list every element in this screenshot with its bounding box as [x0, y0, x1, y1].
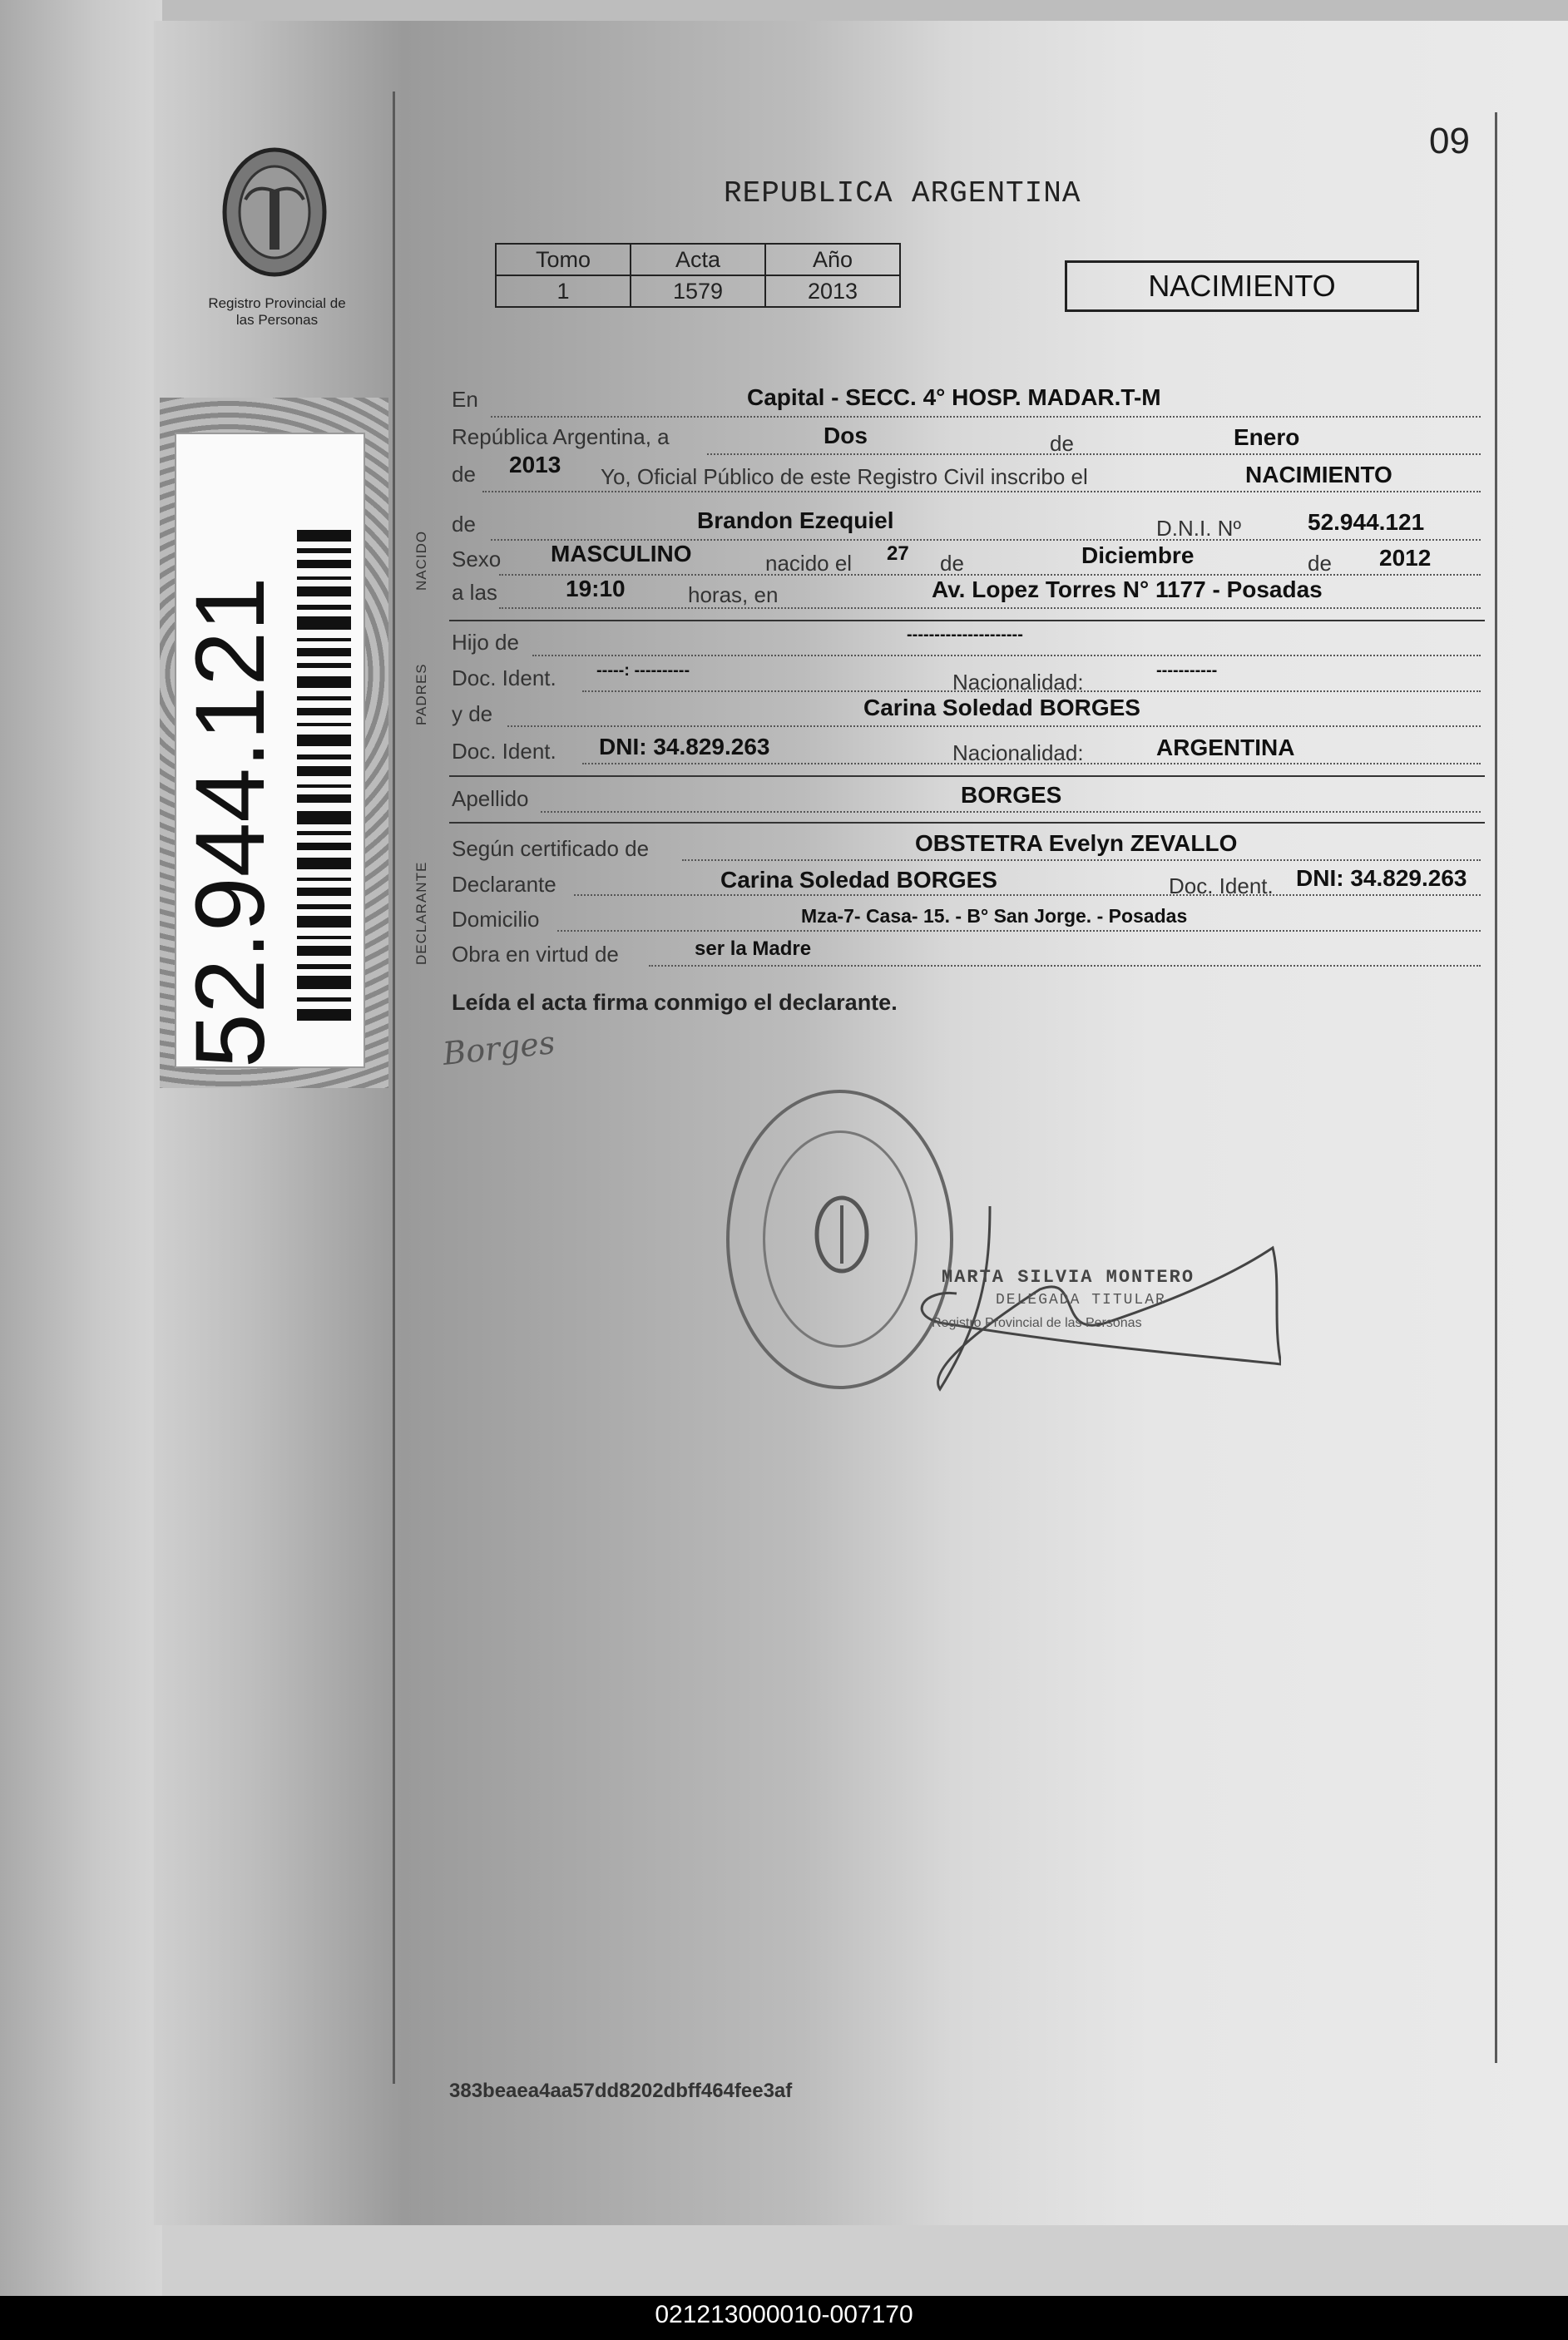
line-republica: [707, 453, 1481, 455]
value-nac-dia: 27: [887, 542, 909, 565]
declarant-signature: Borges: [441, 1024, 557, 1072]
value-nac2: ARGENTINA: [1156, 735, 1295, 760]
value-tipo: NACIMIENTO: [1245, 462, 1392, 487]
barcode-icon: [297, 530, 351, 1029]
barcode-card: [175, 433, 365, 1068]
country-title: REPUBLICA ARGENTINA: [724, 176, 1081, 210]
value-obra: ser la Madre: [695, 937, 812, 960]
value-dni: 52.944.121: [1308, 509, 1425, 535]
page-top-edge: [162, 0, 1568, 23]
value-doc2: DNI: 34.829.263: [599, 734, 770, 759]
label-oficial: Yo, Oficial Público de este Registro Civil inscribo el: [601, 464, 1088, 489]
line-domicilio: [557, 930, 1481, 932]
section-label-declarante: DECLARANTE: [413, 861, 429, 965]
footer-code: 021213000010-007170: [655, 2301, 913, 2328]
value-anio: 2013: [509, 452, 561, 477]
value-sexo: MASCULINO: [551, 541, 692, 566]
label-nacido-el: nacido el: [765, 551, 853, 576]
line-hora: [499, 607, 1481, 609]
table-value-acta: 1579: [631, 275, 765, 307]
label-hora: a las: [452, 580, 497, 605]
line-sexo: [499, 574, 1481, 576]
value-hijo: ---------------------: [907, 626, 1023, 644]
label-hijo: Hijo de: [452, 630, 519, 655]
line-oficial: [482, 491, 1481, 492]
label-obra: Obra en virtud de: [452, 942, 619, 967]
official-org: Registro Provincial de las Personas: [932, 1316, 1142, 1330]
value-hora: 19:10: [566, 576, 626, 601]
page-number: 09: [1429, 121, 1470, 161]
label-nac2: Nacionalidad:: [952, 740, 1084, 765]
left-margin-line: [393, 92, 395, 2084]
closing-statement: Leída el acta firma conmigo el declarante.: [452, 990, 898, 1015]
label-decl-doc: Doc. Ident.: [1169, 873, 1274, 898]
separator-nacido: [449, 620, 1485, 621]
section-label-nacido: NACIDO: [413, 530, 429, 591]
right-margin-line: [1495, 112, 1497, 2063]
label-nombre: de: [452, 512, 476, 537]
left-page: [0, 0, 162, 2296]
barcode-number: 52.944.121: [176, 576, 285, 1068]
value-dia: Dos: [824, 423, 868, 448]
value-domicilio: Mza-7- Casa- 15. - B° San Jorge. - Posadas: [801, 905, 1188, 927]
label-de2: de: [452, 462, 476, 487]
registry-name: Registro Provincial de las Personas: [208, 295, 346, 328]
separator-padres: [449, 775, 1485, 777]
official-name: MARTA SILVIA MONTERO: [942, 1267, 1195, 1288]
page-bottom-edge: [162, 2225, 1568, 2296]
line-obra: [649, 965, 1481, 967]
registry-table-header: [496, 244, 900, 275]
value-nac1: -----------: [1156, 661, 1218, 680]
line-cert: [682, 859, 1481, 861]
label-nac1: Nacionalidad:: [952, 670, 1084, 695]
value-nac-anio: 2012: [1379, 545, 1432, 571]
label-y-de: y de: [452, 701, 493, 726]
label-doc2: Doc. Ident.: [452, 739, 556, 764]
value-apellido: BORGES: [961, 782, 1062, 808]
coat-of-arms-icon: [813, 1193, 871, 1276]
record-type-box: NACIMIENTO: [1065, 260, 1419, 312]
line-en: [491, 416, 1481, 418]
line-declarante: [574, 894, 1481, 896]
table-header-tomo: Tomo: [496, 244, 631, 275]
table-value-tomo: 1: [496, 275, 631, 307]
section-label-padres: PADRES: [413, 663, 429, 725]
value-en: Capital - SECC. 4° HOSP. MADAR.T-M: [747, 384, 1161, 410]
official-role: DELEGADA TITULAR: [996, 1292, 1166, 1309]
label-doc1: Doc. Ident.: [452, 665, 556, 690]
value-nombre: Brandon Ezequiel: [697, 507, 894, 533]
value-declarante: Carina Soledad BORGES: [720, 867, 997, 893]
registry-table-row: [496, 275, 900, 307]
label-declarante: Declarante: [452, 872, 556, 897]
value-nac-mes: Diciembre: [1081, 542, 1195, 568]
line-madre: [507, 725, 1481, 727]
separator-apellido: [449, 822, 1485, 824]
label-cert: Según certificado de: [452, 836, 650, 861]
label-nac-de: de: [940, 551, 964, 576]
value-cert: OBSTETRA Evelyn ZEVALLO: [915, 830, 1238, 856]
value-madre: Carina Soledad BORGES: [863, 695, 1140, 720]
label-nac-de2: de: [1308, 551, 1332, 576]
value-decl-doc: DNI: 34.829.263: [1296, 865, 1467, 891]
table-value-anio: 2013: [765, 275, 900, 307]
label-en: En: [452, 387, 478, 412]
value-lugar: Av. Lopez Torres N° 1177 - Posadas: [932, 576, 1323, 602]
seal-emblem-icon: [208, 141, 341, 283]
document-hash: 383beaea4aa57dd8202dbff464fee3af: [449, 2080, 793, 2102]
label-sexo: Sexo: [452, 547, 502, 571]
registry-table: [495, 243, 901, 308]
line-hijo: [532, 655, 1481, 656]
table-header-acta: Acta: [631, 244, 765, 275]
line-apellido: [541, 811, 1481, 813]
value-doc1: -----: ----------: [596, 661, 690, 680]
value-mes: Enero: [1234, 424, 1300, 450]
label-republica: República Argentina, a: [452, 424, 670, 449]
table-header-anio: Año: [765, 244, 900, 275]
label-dni: D.N.I. Nº: [1156, 516, 1241, 541]
label-de: de: [1050, 431, 1074, 456]
label-horas: horas, en: [688, 582, 779, 607]
label-domicilio: Domicilio: [452, 907, 540, 932]
label-apellido: Apellido: [452, 786, 529, 811]
province-seal: [208, 141, 341, 283]
